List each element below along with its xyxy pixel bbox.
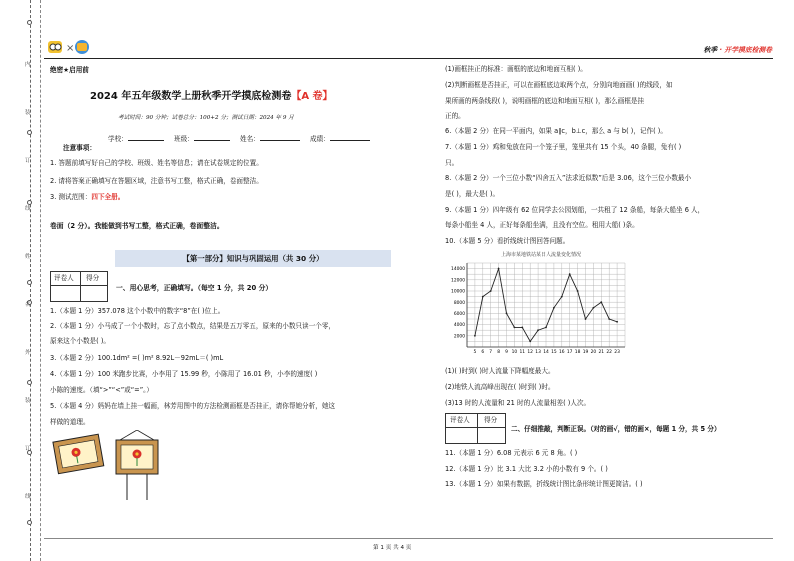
- line-chart: [445, 249, 635, 361]
- section1-title: 一、用心思考，正确填写。（每空 1 分，共 20 分）: [116, 284, 273, 292]
- chart-point: [577, 290, 579, 292]
- binding-char-7: 装: [25, 398, 31, 404]
- picture-frames-illustration: [45, 430, 165, 502]
- question-9-line-1: 9.（本题 1 分）四年级有 62 位同学去公园划船，一共租了 12 条船，每条大船坐 6 人，: [445, 206, 705, 214]
- question-2-line-1: 2.（本题 1 分）小马成了一个小数时，忘了点小数点，结果是五万零五，原来的小数只读一个零，: [50, 322, 336, 330]
- chart-point: [585, 318, 587, 320]
- logo-icon: [47, 39, 102, 55]
- neatness-line: 卷面（2 分）。我能做到书写工整，格式正确，卷面整洁。: [50, 222, 224, 230]
- chart-x-tick-label: 17: [566, 350, 573, 355]
- q5-sub-2-line-1: (2)判断画框是否挂正，可以在画框底边取两个点，分别向地面画( )的线段，如: [445, 81, 673, 89]
- chart-point: [474, 335, 476, 337]
- chart-y-tick-label: 14000: [451, 267, 465, 273]
- chart-point: [608, 318, 610, 320]
- question-8-line-1: 8.（本题 2 分）一个三位小数“四舍五入”法求近似数”后是 3.06，这个三位小数最小: [445, 174, 692, 182]
- chart-y-tick-label: 8000: [453, 300, 465, 306]
- chart-y-ticks: [451, 266, 465, 339]
- chart-x-tick-label: 9: [505, 350, 508, 355]
- chart-point: [506, 313, 508, 315]
- question-9-line-2: 每条小船坐 4 人，正好每条船坐满，且没有空位。租用大船( )条。: [445, 221, 639, 229]
- binding-char-1: 装: [25, 110, 31, 116]
- q10-sub-3: (3)13 时的人流量和 21 时的人流量相差( )人次。: [445, 399, 591, 407]
- name-field[interactable]: [260, 140, 300, 141]
- binding-char-8: 订: [25, 446, 31, 452]
- header-right-title: 秋季 · 开学摸底检测卷: [703, 46, 772, 54]
- chart-title: 上海市某地铁站某日人流量变化情况: [500, 252, 582, 258]
- scorer-blank-2[interactable]: [445, 427, 478, 444]
- class-field[interactable]: [194, 140, 230, 141]
- chart-y-tick-label: 10000: [451, 289, 465, 295]
- question-8-line-2: 是( )，最大是( )。: [445, 190, 500, 198]
- logo-group: [47, 39, 102, 55]
- chart-point: [553, 307, 555, 309]
- chart-point: [561, 296, 563, 298]
- chart-x-tick-label: 13: [535, 350, 541, 355]
- line-chart-svg: [445, 249, 635, 361]
- svg-text:×: ×: [66, 43, 75, 54]
- school-field[interactable]: [128, 140, 164, 141]
- chart-x-tick-label: 5: [473, 350, 477, 355]
- question-11: 11.（本题 1 分）6.08 元表示 6 元 8 角。( ): [445, 449, 578, 457]
- chart-point: [490, 290, 492, 292]
- chart-x-tick-label: 15: [551, 350, 557, 355]
- exam-title-text: 2024 年五年级数学上册秋季开学摸底检测卷: [90, 91, 292, 102]
- chart-x-tick-label: 10: [511, 350, 518, 355]
- part1-bar: 【第一部分】知识与巩固运用（共 30 分）: [115, 250, 391, 267]
- footer-rule: [44, 538, 773, 539]
- chart-x-tick-label: 23: [614, 350, 620, 355]
- chart-x-ticks: [474, 349, 621, 355]
- chart-x-tick-label: 21: [598, 350, 605, 355]
- binding-char-0: 内: [25, 62, 31, 68]
- chart-y-tick-label: 6000: [453, 312, 465, 317]
- chart-point: [482, 296, 484, 298]
- binding-char-4: 姓: [25, 254, 31, 260]
- chart-point: [593, 307, 595, 309]
- question-2-line-2: 原来这个小数是( )。: [50, 337, 110, 345]
- binding-char-3: 线: [25, 206, 31, 212]
- exam-meta: 考试时间：90 分钟；试卷总分：100+2 分；测试日期：2024 年 9 月: [118, 115, 294, 121]
- chart-point: [600, 301, 602, 303]
- chart-x-tick-label: 18: [574, 350, 581, 355]
- question-4-line-1: 4.（本题 1 分）100 米跑步比赛，小李用了 15.99 秒，小陈用了 16.01 秒，小李的速度( ): [50, 370, 318, 378]
- section2-title: 二、仔细推敲，判断正误。（对的画√，错的画×，每题 1 分，共 5 分）: [511, 425, 721, 433]
- notes-item-3: [50, 193, 124, 201]
- chart-x-tick-label: 20: [590, 350, 597, 355]
- binding-hole-3: [27, 280, 32, 285]
- level-frame-icon: [116, 430, 158, 500]
- school-label: 学校：: [108, 135, 128, 143]
- page-footer: 第 1 页 共 4 页: [373, 545, 412, 551]
- q5-sub-1: (1)画框挂正的标准：画框的底边和地面互相( )。: [445, 65, 587, 73]
- q10-sub-2: (2)地铁人流高峰出现在( )时到( )时。: [445, 383, 555, 391]
- binding-char-6: 外: [25, 350, 31, 356]
- question-12: 12.（本题 1 分）比 3.1 大比 3.2 小的小数有 9 个。( ): [445, 465, 608, 473]
- binding-char-9: 线: [25, 494, 31, 500]
- chart-x-tick-label: 19: [582, 350, 589, 355]
- chart-y-tick-label: 2000: [453, 334, 465, 340]
- chart-point: [537, 329, 539, 331]
- q5-sub-2-line-2: 果所画的两条线段( )，说明画框的底边和地面互相( )，那么画框是挂: [445, 97, 645, 105]
- class-label: 班级：: [174, 135, 194, 143]
- chart-point: [529, 341, 531, 343]
- chart-grid: [467, 263, 625, 347]
- question-7-line-1: 7.（本题 1 分）鸡和兔放在同一个笼子里，笼里共有 15 个头，40 条腿，兔有( ): [445, 143, 682, 151]
- chart-point: [498, 268, 500, 270]
- chart-x-tick-label: 7: [489, 350, 493, 355]
- score-label-1: 得分: [86, 274, 100, 282]
- chart-point: [521, 327, 523, 329]
- score-label: 成绩：: [310, 135, 330, 143]
- question-1: 1.（本题 1 分）357.078 这个小数中的数字“8”在( )位上。: [50, 307, 225, 315]
- binding-char-5: 名: [25, 302, 31, 308]
- notes-item-3-text: 3. 测试范围：: [50, 193, 92, 201]
- question-5-line-2: 样做的道理。: [50, 418, 90, 426]
- chart-point: [616, 321, 618, 323]
- chart-x-tick-label: 12: [527, 350, 533, 355]
- binding-hole-7: [27, 520, 32, 525]
- chart-x-tick-label: 14: [543, 350, 549, 355]
- notes-item-2: 2. 请将答案正确填写在答题区域，注意书写工整，格式正确，卷面整洁。: [50, 177, 263, 185]
- chart-point: [545, 327, 547, 329]
- info-fields: [108, 135, 370, 143]
- header-title-left: 秋季: [703, 46, 718, 54]
- secret-label: 绝密★启用前: [50, 66, 89, 74]
- scorer-label-2: 评卷人: [450, 416, 470, 424]
- chart-x-tick-label: 16: [559, 350, 565, 355]
- scorer-label-1: 评卷人: [54, 274, 74, 282]
- name-label: 姓名：: [240, 135, 260, 143]
- question-10: 10.（本题 5 分）看折线统计图回答问题。: [445, 237, 570, 245]
- chart-x-tick-label: 22: [606, 350, 612, 355]
- notes-item-1: 1. 答题前填写好自己的学校、班级、姓名等信息；请在试卷规定的位置。: [50, 159, 263, 167]
- chart-point: [569, 273, 571, 275]
- score-field[interactable]: [330, 140, 370, 141]
- binding-outer-line: [40, 0, 41, 561]
- q5-sub-2-line-3: 正的。: [445, 112, 465, 120]
- exam-title: [90, 91, 333, 104]
- chart-y-tick-label: 4000: [453, 323, 465, 329]
- chart-y-tick-label: 12000: [451, 278, 465, 284]
- binding-hole-1: [27, 130, 32, 135]
- tilted-frame-icon: [53, 434, 104, 474]
- q10-sub-1: (1)( )时到( )时人流量下降幅度最大。: [445, 367, 555, 375]
- question-6: 6.（本题 2 分）在同一平面内，如果 a∥c，b⊥c，那么 a 与 b( )，记作( )。: [445, 127, 667, 135]
- chart-point: [514, 327, 516, 329]
- chart-x-tick-label: 6: [481, 350, 485, 355]
- score-blank-1[interactable]: [80, 285, 108, 302]
- scorer-blank-1[interactable]: [50, 285, 81, 302]
- question-7-line-2: 只。: [445, 159, 459, 167]
- score-label-2: 得分: [484, 416, 498, 424]
- notes-heading: 注意事项：: [63, 144, 96, 152]
- header-title-right: 开学摸底检测卷: [724, 46, 772, 54]
- binding-hole-5: [27, 380, 32, 385]
- question-13: 13.（本题 1 分）如果有数据，折线统计图比条形统计图更简洁。( ): [445, 480, 643, 488]
- question-4-line-2: 小陈的速度。（填“>”“<”或“=”。）: [50, 386, 154, 394]
- header-rule: [44, 58, 773, 59]
- notes-scope: 四下全册。: [91, 193, 125, 201]
- chart-x-tick-label: 11: [519, 350, 526, 355]
- score-blank-2[interactable]: [477, 427, 506, 444]
- binding-char-2: 订: [25, 158, 31, 164]
- binding-hole-0: [27, 20, 32, 25]
- chart-x-tick-label: 8: [497, 350, 500, 355]
- question-5-line-1: 5.（本题 4 分）妈妈在墙上挂一幅画，林芳用图中的方法检测画框是否挂正，请你帮她分析，她这: [50, 402, 336, 410]
- question-3: 3.（本题 2 分）100.1dm² =( )m² 8.92L－92mL＝( )mL: [50, 354, 224, 362]
- exam-title-tag: 【A 卷】: [291, 91, 333, 102]
